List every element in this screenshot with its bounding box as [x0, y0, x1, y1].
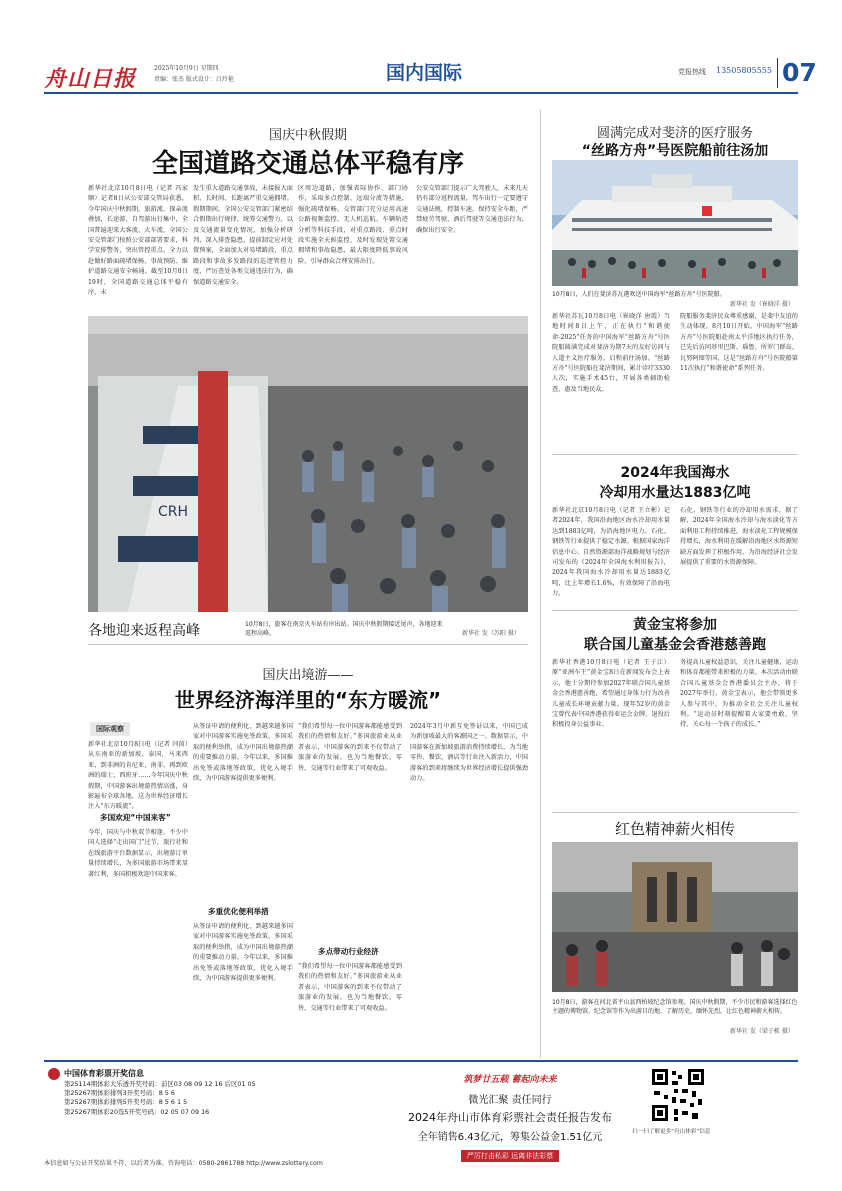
article3-headline-2: 冷却用水量达1883亿吨 [599, 485, 751, 501]
article3-col-2: 石化、钢铁等行业的冷却用水需求。据了解，2024年全国海水冷却与海水淡化等方面利用工程持续推进，海水淡化工程规模保持增长，海水利用在缓解沿海地区水资源短缺方面发挥了积极作用，为沿海经济社会发展提供了重要的水资源保障。 [680, 507, 798, 567]
masthead-rule [44, 92, 798, 94]
masthead-divider [777, 58, 778, 88]
photo1-credit: 新华社 发（苏阳 摄） [462, 630, 520, 637]
photo2-caption: 10月8日，游客在河北省平山县西柏坡纪念馆参观。国庆中秋假期，不少市民和游客选择红色主题的博物馆、纪念馆等作为出游目的地，了解历史，缅怀先烈，让红色精神薪火相传。 [552, 999, 798, 1015]
masthead [44, 58, 817, 102]
lottery-line: 第25267期体彩排列5开奖号码：8 5 6 1 5 [64, 1098, 188, 1107]
lottery-box [44, 1066, 374, 1124]
article5-col-4: 2024年3月中新互免签证以来，中国已成为新加坡最大的客源国之一。数据显示，中国游客在新加坡旅游消费持续增长，为当地零售、餐饮、酒店等行业注入新活力，中国游客的到来将继续为世界经济增长提供强劲动力。 [410, 723, 528, 783]
lottery-line: 第25267期体彩排列3开奖号码：8 5 6 [64, 1089, 175, 1098]
photo1-caption: 10月8日，旅客在南京火车站有序出站。国庆中秋假期接近尾声，各地迎来返程高峰。 [245, 621, 443, 637]
article4-col-1: 新华社香港10月8日电（记者 王子江）原“亚洲车王”黄金宝8日在新闻发布会上表示，他十分期待参加2027年联合国儿童基金会香港慈善跑，希望通过身体力行为改善儿童成长环境贡献力量。现年52岁的黄金宝曾代表中国香港获得亚运会金牌，退役后积极投身公益事业。 [552, 659, 670, 729]
article5-col-3b: “我们希望每一位中国游客都能感受到我们的热情和友好。”多国旅游业从业者表示，中国游客的到来不仅带动了旅游业的发展，也为当地餐饮、零售、交通等行业带来了可观收益。 [298, 963, 402, 1012]
article4-headline-1: 黄金宝将参加 [633, 617, 717, 633]
article5-section-label: 国际观察 [90, 722, 130, 736]
article1-divider [88, 644, 528, 645]
article2-col-1: 新华社苏瓦10月8日电（崔晓洋 唐霞）当地时间8日上午，正在执行“和谐使命-2025”任务的中国海军“丝路方舟”号医院船圆满完成对斐济为期7天的友好访问与人道主义医疗服务，启程前往汤加。“丝路方舟”号医院船在斐济期间，累计诊疗3330人次，实施手术45台，开展各类辅助检查，惠及当地民众。 [552, 313, 670, 393]
article1-col-1: 新华社北京10月8日电（记者 冯家顺）记者8日从公安部交管局获悉，今年国庆中秋假期，旅游流、探亲流叠加，长途游、自驾游出行集中，全国普遍迎来大客流、大车流，全国公安交管部门按照公安部部署要求，科学安排警务，突出管控重点，全力以赴做好路面疏堵保畅、事故预防、维护道路交通安全畅通。截至10月8日19时，全国道路交通总体平稳有序，未 [88, 185, 188, 297]
article5-subhead-1: 多国欢迎“中国来客” [100, 813, 171, 822]
ad-line-2: 2024年舟山市体育彩票社会责任报告发布 [408, 1111, 612, 1124]
article4-col-2: 务提高儿童权益意识，关注儿童健康，运动和体育都能带来积极的力量。本次活动由联合国儿童基金会香港委员会主办，将于2027年举行。黄金宝表示，他会带领更多人参与其中，为推动全社会关注儿童权利。“运动员时刻提醒着大家要勇敢、坚持，关心每一个孩子的成长。” [680, 659, 798, 729]
article3-divider [552, 610, 798, 611]
article5-col-2b: 从签证申请的便利化，到越来越多国家对中国游客实施免签政策，多国采取的便利举措，成为中国出境游热潮的重要推动力量。今年以来，多国推出免签或落地签政策，优化入境手续，为中国游客提供更多便利。 [193, 923, 293, 983]
article1-kicker: 国庆中秋假期 [268, 128, 347, 143]
article1-col-3: 区周边道路，加强省际协作、部门协作，采取多点控制、远端分流等措施，强化疏堵保畅。交管部门充分运用高速公路视频监控、无人机巡航、车辆轨迹分析等科技手段，对重点路段、重点时段实施全天候监控，及时发现处置交通拥堵和事故隐患，最大限度降低事故风险，引导群众合理安排出行。 [298, 185, 408, 265]
article5-col-1b: 今年，国庆与中秋双节相逢，不少中国人选择“走出国门”过节，旅行社和在线旅游平台数据显示，出境游订单量持续增长，为多国旅游市场带来显著红利，多国积极欢迎中国来客。 [88, 829, 188, 878]
article5-subhead-2: 多重优化便利举措 [208, 907, 269, 916]
article5-col-1a: 新华社北京10月8日电（记者 闫茵）从东南亚的新加坡、泰国，马来西亚，到非洲的肯尼亚、南非，再到欧洲的瑞士、西班牙……今年国庆中秋假期，中国游客出境游热情高涨，身影遍布全球各地，这为世界经济增长注入“东方暖流”。 [88, 741, 188, 810]
ad-banner [380, 1070, 640, 1178]
article1-col-4: 公安交管部门提示广大驾驶人，未来几天仍有部分返程流量，驾车出行一定要遵守交通法规，控制车速，保持安全车距，严禁疲劳驾驶、酒后驾驶等交通违法行为，确保出行安全。 [416, 185, 528, 234]
lottery-note: 本信息如与公证开奖结果不符，以后者为准。咨询电话：0580-2861788 http://www.zslottery.com [44, 1160, 323, 1167]
newspaper-logo: 舟山日报 [44, 66, 137, 92]
article3-col-1: 新华社北京10月8日电（记者 王立彬）记者2024年，我国沿海地区海水冷却用水量达到1883亿吨，为沿海地区电力、石化、钢铁等行业提供了稳定水源。根据国家海洋信息中心、自然资源部海洋战略规划与经济司发布的《2024年全国海水利用报告》，2024年我国海水冷却用水量达1883亿吨，比上年增长1.6%，有效保障了沿海电力、 [552, 507, 670, 598]
photo-train-station [88, 316, 528, 612]
article2-caption: 10月8日，人们在斐济苏瓦港欢送中国海军“丝路方舟”号医院船。 [552, 291, 726, 298]
article5-col-2a: 从签证申请的便利化，到越来越多国家对中国游客实施免签政策，多国采取的便利举措，成为中国出境游热潮的重要推动力量。今年以来，多国推出免签或落地签政策，优化入境手续，为中国游客提供更多便利。 [193, 723, 293, 783]
hotline-label: 党报热线 [678, 68, 706, 76]
article4-headline-2: 联合国儿童基金会香港慈善跑 [584, 637, 766, 653]
issue-editors: 责编：张杰 版式设计：吕玲艳 [154, 76, 234, 83]
column-divider [540, 110, 541, 1058]
article4-divider [552, 812, 798, 813]
article2-kicker: 圆满完成对斐济的医疗服务 [596, 126, 753, 141]
museum-illustration [552, 842, 798, 992]
page-number: 07 [782, 58, 817, 87]
lottery-line: 第25114期体彩大乐透开奖号码：前区03 08 09 12 16 后区01 05 [64, 1080, 256, 1088]
article5-col-3a: “我们希望每一位中国游客都能感受到我们的热情和友好。”多国旅游业从业者表示，中国游客的到来不仅带动了旅游业的发展，也为当地餐饮、零售、交通等行业带来了可观收益。 [298, 723, 402, 772]
ad-line-1: 微光汇聚 责任同行 [468, 1095, 552, 1106]
article2-headline: “丝路方舟”号医院船前往汤加 [581, 143, 769, 159]
article5-kicker: 国庆出境游—— [262, 668, 354, 683]
photo2-title: 红色精神薪火相传 [614, 820, 735, 838]
train-station-illustration [88, 316, 528, 612]
issue-meta [154, 63, 234, 85]
article2-col-2: 院船服务斐济民众尊重感谢，是斐中友谊的生动体现。8月10日开始，中国海军“丝路方舟”号医院船赴南太平洋地区执行任务，已先后访问基里巴斯、瑙鲁、所罗门群岛、瓦努阿图等国，这是“丝路方舟”号医院船第11次执行“和谐使命”系列任务。 [680, 313, 798, 373]
issue-date: 2025年10月9日 星期四 [154, 65, 219, 72]
footer-rule [44, 1060, 798, 1062]
svg-text:CRH: CRH [158, 504, 189, 520]
ad-line-4: 严厉打击私彩 远离非法彩票 [461, 1150, 559, 1162]
lottery-line: 第25267期体彩20选5开奖号码：02 05 07 09 16 [64, 1107, 210, 1116]
photo-museum [552, 842, 798, 992]
lottery-results [64, 1080, 256, 1117]
article1-headline: 全国道路交通总体平稳有序 [151, 149, 464, 179]
article2-credit: 新华社 发（崔晓洋 摄） [730, 301, 794, 308]
section-title: 国内国际 [385, 62, 462, 84]
article2-divider [552, 454, 798, 455]
qr-caption: 扫一扫了解更多“舟山体彩”信息 [632, 1129, 711, 1135]
hotline-number: 13505805555 [716, 66, 772, 75]
ad-slogan: 筑梦廿五载 蓄起向未来 [463, 1075, 557, 1085]
article5-subhead-3: 多点带动行业经济 [318, 947, 379, 956]
lottery-logo-icon [48, 1068, 60, 1080]
article5-headline: 世界经济海洋里的“东方暖流” [174, 688, 442, 712]
photo-hospital-ship [552, 160, 798, 286]
photo1-title: 各地迎来返程高峰 [88, 623, 200, 639]
lottery-title: 中国体育彩票开奖信息 [64, 1069, 144, 1078]
hospital-ship-illustration [552, 160, 798, 286]
qr-code-icon[interactable] [650, 1067, 706, 1123]
article1-col-2: 发生重大道路交通事故，未接报大面积、长时间、长距离严重交通拥堵。假期期间，全国公安交管部门紧密结合假期出行规律，统筹交通警力，以及交通流量变化情况，加强分析研判，深入排查隐患，提前制定应对处置预案，全面加大对易堵路段、重点路段和事故多发路段的巡逻管控力度，严厉查处各类交通违法行为，确保道路交通安全。 [193, 185, 293, 286]
photo2-credit: 新华社 发（梁子栋 摄） [730, 1028, 794, 1035]
article3-headline-1: 2024年我国海水 [620, 465, 730, 481]
qr-code-graphic [650, 1067, 706, 1123]
ad-line-3: 全年销售6.43亿元，筹集公益金1.51亿元 [417, 1132, 603, 1143]
